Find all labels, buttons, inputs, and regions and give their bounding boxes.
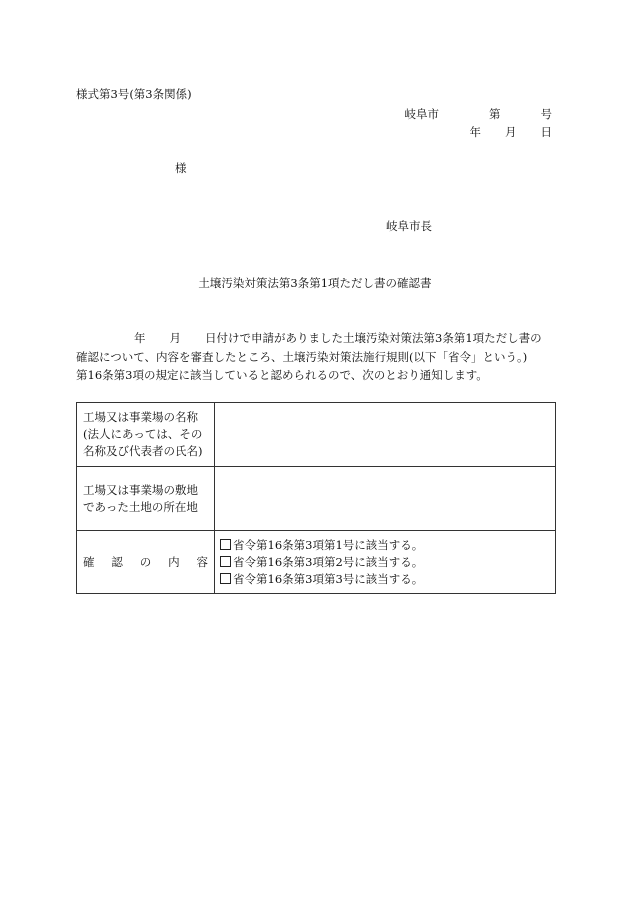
label-char: 認 bbox=[111, 554, 123, 569]
label-line: であった土地の所在地 bbox=[83, 499, 198, 514]
checkbox-icon[interactable] bbox=[220, 539, 231, 550]
body-line-1-rest: 日付けで申請がありました土壌汚染対策法第3条第1項ただし書の bbox=[205, 331, 542, 345]
label-line: (法人にあっては、その bbox=[83, 427, 203, 441]
label-char: の bbox=[139, 554, 152, 569]
site-location-value bbox=[215, 467, 556, 531]
confirmation-table bbox=[76, 402, 556, 594]
body-line-1 bbox=[76, 329, 554, 348]
label-line: 工場又は事業場の名称 bbox=[83, 410, 198, 424]
checkbox-icon[interactable] bbox=[220, 573, 231, 584]
issue-date bbox=[470, 124, 553, 140]
option-label: 省令第16条第3項第1号に該当する。 bbox=[233, 537, 424, 552]
label-line: 名称及び代表者の氏名) bbox=[83, 444, 203, 458]
document-title: 土壌汚染対策法第3条第1項ただし書の確認書 bbox=[198, 276, 432, 290]
date-month: 月 bbox=[505, 125, 517, 139]
label-char: 内 bbox=[168, 554, 180, 569]
factory-name-value bbox=[215, 403, 556, 467]
checkbox-icon[interactable] bbox=[220, 556, 231, 567]
option-item-2 bbox=[220, 554, 549, 571]
ref-dai: 第 bbox=[489, 107, 501, 121]
recipient: 様 bbox=[175, 161, 187, 175]
body-line-3: 第16条第3項の規定に該当していると認められるので、次のとおり通知します。 bbox=[76, 368, 488, 382]
body-text bbox=[76, 329, 554, 385]
body-year: 年 bbox=[134, 331, 146, 345]
confirmation-content-label bbox=[77, 531, 215, 594]
option-label: 省令第16条第3項第3号に該当する。 bbox=[233, 571, 424, 586]
label-char: 確 bbox=[83, 554, 95, 569]
reference-number bbox=[405, 106, 553, 122]
factory-name-label bbox=[77, 403, 215, 467]
body-month: 月 bbox=[169, 331, 181, 345]
ref-go: 号 bbox=[540, 107, 552, 121]
date-day: 日 bbox=[540, 125, 552, 139]
label-line: 工場又は事業場の敷地 bbox=[83, 482, 198, 497]
table-row bbox=[77, 531, 556, 594]
option-item-3 bbox=[220, 571, 549, 588]
date-year: 年 bbox=[469, 125, 481, 139]
ref-city: 岐阜市 bbox=[404, 107, 439, 121]
form-number: 様式第3号(第3条関係) bbox=[76, 87, 192, 101]
table-row bbox=[77, 467, 556, 531]
option-label: 省令第16条第3項第2号に該当する。 bbox=[233, 554, 424, 569]
label-char: 容 bbox=[196, 554, 208, 569]
confirmation-options bbox=[215, 531, 556, 594]
issuer: 岐阜市長 bbox=[386, 219, 432, 233]
table-row bbox=[77, 403, 556, 467]
body-line-2: 確認について、内容を審査したところ、土壌汚染対策法施行規則(以下「省令」という。) bbox=[76, 349, 528, 364]
option-item-1 bbox=[220, 537, 549, 554]
site-location-label bbox=[77, 467, 215, 531]
